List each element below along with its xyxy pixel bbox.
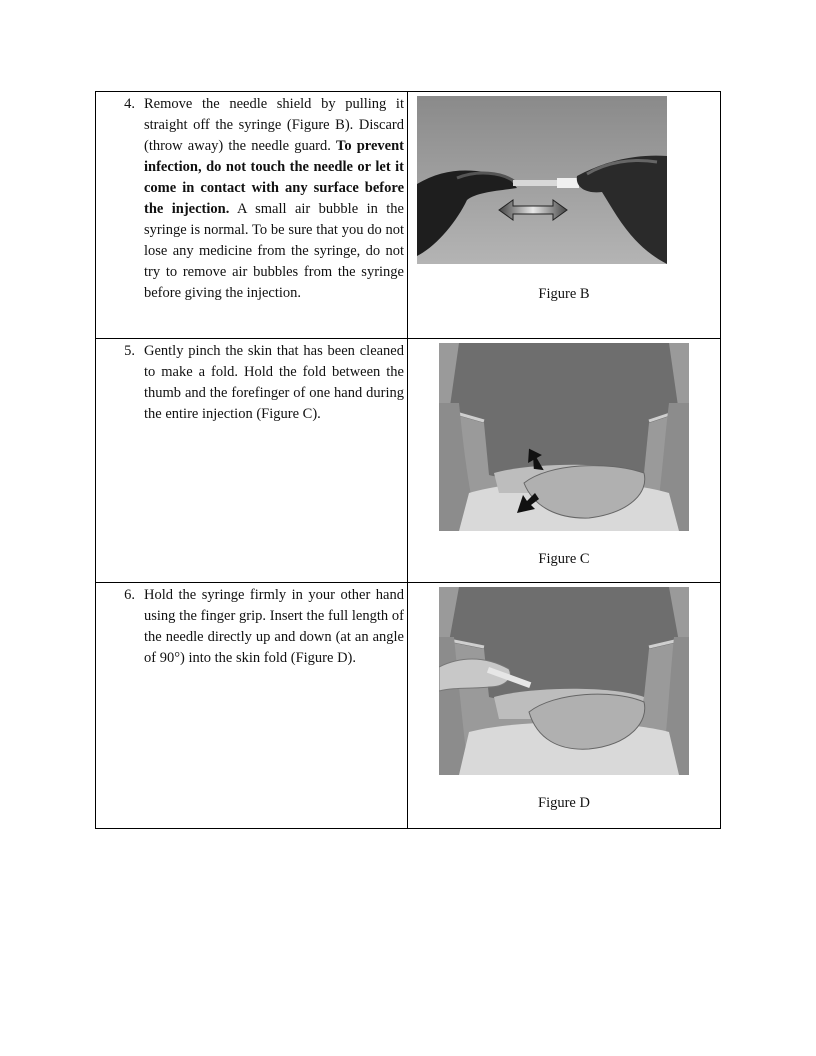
figure-cell [408, 583, 720, 828]
step-text-plain: Remove the needle shield by pulling it straight off the syringe (Figure B). Discard (throw away) the needle guard. [144, 96, 404, 154]
step-number: 5. [124, 343, 135, 359]
step-row [96, 582, 720, 828]
step-row [96, 92, 720, 338]
figure-caption: Figure C [538, 551, 590, 567]
step-number: 6. [124, 587, 135, 603]
instructions-table [95, 91, 721, 829]
figure-c-image [439, 343, 689, 531]
step-row [96, 338, 720, 582]
step-text [144, 341, 404, 578]
figure-cell [408, 92, 720, 338]
step-number: 4. [124, 96, 135, 112]
figure-b-image [417, 96, 667, 264]
figure-cell [408, 339, 720, 582]
step-text-cell [96, 583, 408, 828]
step-text-plain: Gently pinch the skin that has been cleaned to make a fold. Hold the fold between the thumb and the forefinger of one hand during the entire injection (Figure C). [144, 343, 404, 422]
step-text [144, 585, 404, 824]
step-text-bold: To prevent infection, do not touch the needle or let it come in contact with any surface before the injection. [144, 138, 404, 217]
step-text-cell [96, 339, 408, 582]
figure-d-image [439, 587, 689, 775]
step-text-plain: Hold the syringe firmly in your other hand using the finger grip. Insert the full length of the needle directly up and down (at an angle of 90°) into the skin fold (Figure D). [144, 587, 404, 666]
step-text-plain-after: A small air bubble in the syringe is normal. To be sure that you do not lose any medicine from the syringe, do not try to remove air bubbles from the syringe before giving the injection. [144, 201, 404, 301]
figure-caption: Figure B [538, 286, 590, 302]
step-text-cell [96, 92, 408, 338]
step-text [144, 94, 404, 334]
figure-caption: Figure D [538, 795, 590, 811]
